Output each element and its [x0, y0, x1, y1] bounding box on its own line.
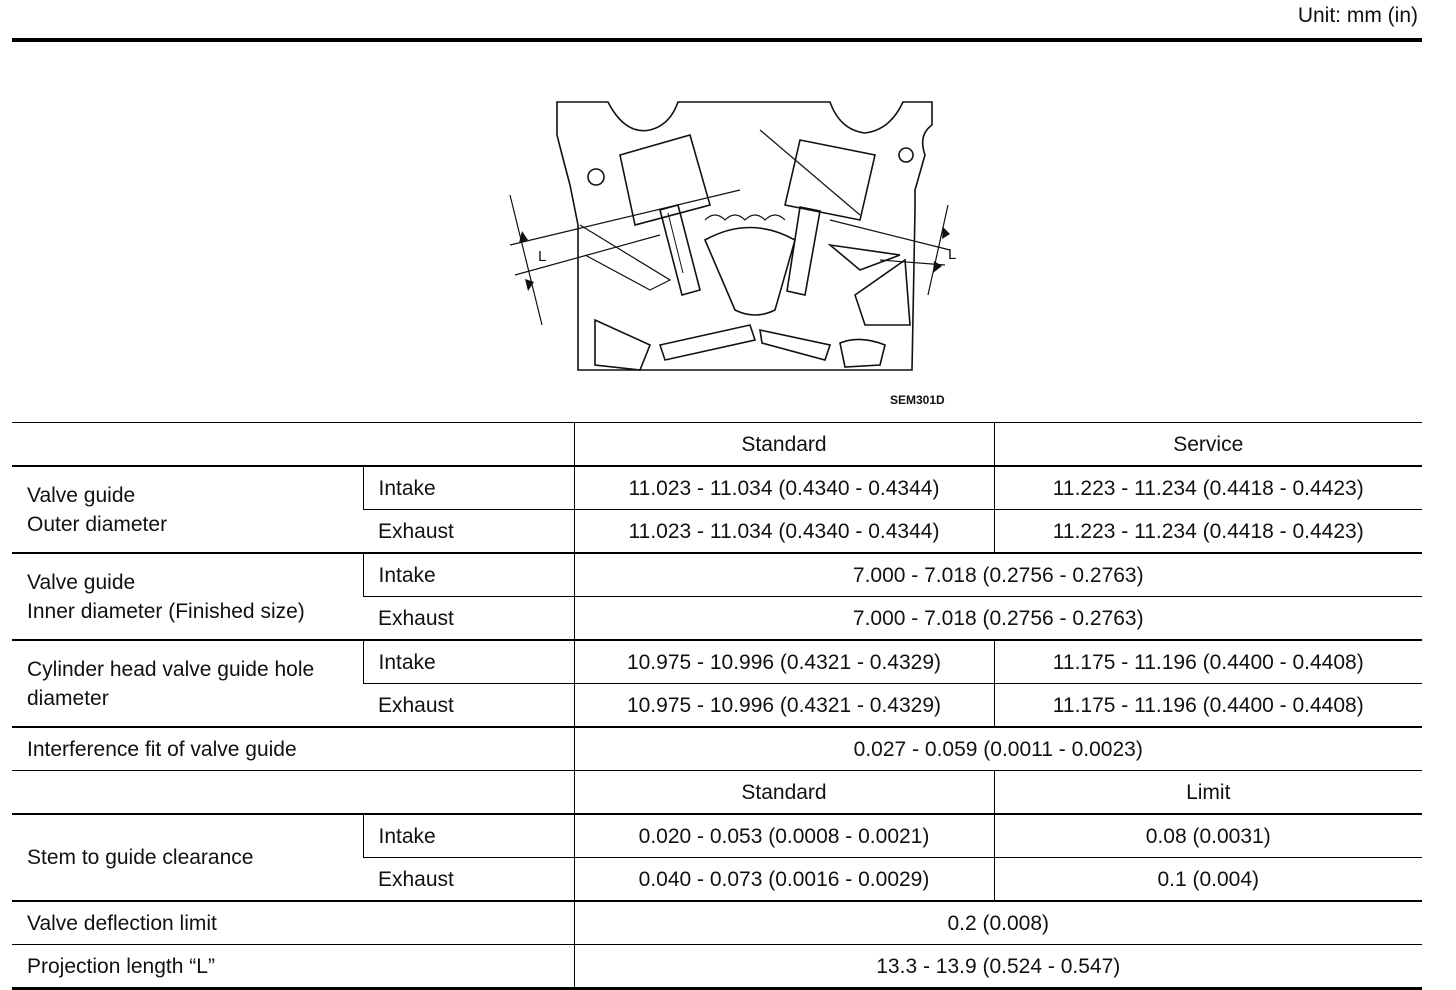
- table-row: [12, 945, 1422, 989]
- header-service: Service: [994, 423, 1422, 467]
- row-label-inner-diameter: Valve guide Inner diameter (Finished size): [12, 553, 363, 640]
- sub-label-exhaust: Exhaust: [363, 510, 574, 554]
- cell-standard: 0.040 - 0.073 (0.0016 - 0.0029): [574, 858, 994, 902]
- header-standard: Standard: [574, 771, 994, 815]
- cell-value: 7.000 - 7.018 (0.2756 - 0.2763): [574, 553, 1422, 597]
- cell-service: 11.223 - 11.234 (0.4418 - 0.4423): [994, 510, 1422, 554]
- sub-label-intake: Intake: [363, 640, 574, 684]
- cell-value: 0.027 - 0.059 (0.0011 - 0.0023): [574, 727, 1422, 771]
- cell-service: 11.175 - 11.196 (0.4400 - 0.4408): [994, 684, 1422, 728]
- table-row: [12, 814, 1422, 858]
- unit-label: Unit: mm (in): [1297, 4, 1418, 27]
- table-row: [12, 553, 1422, 597]
- dimension-l-right: L: [948, 246, 957, 263]
- cell-standard: 10.975 - 10.996 (0.4321 - 0.4329): [574, 684, 994, 728]
- row-label-outer-diameter: Valve guide Outer diameter: [12, 466, 363, 553]
- cylinder-head-diagram: [500, 95, 970, 385]
- valve-guide-spec-table: [12, 422, 1422, 990]
- row-label-deflection-limit: Valve deflection limit: [12, 901, 574, 945]
- table-row: [12, 901, 1422, 945]
- row-label-hole-diameter: Cylinder head valve guide hole diameter: [12, 640, 363, 727]
- header-standard: Standard: [574, 423, 994, 467]
- header-limit: Limit: [994, 771, 1422, 815]
- cell-value: 0.2 (0.008): [574, 901, 1422, 945]
- table-row: [12, 640, 1422, 684]
- header-blank: [12, 771, 574, 815]
- table-row: [12, 727, 1422, 771]
- cell-value: 7.000 - 7.018 (0.2756 - 0.2763): [574, 597, 1422, 641]
- cell-standard: 0.020 - 0.053 (0.0008 - 0.0021): [574, 814, 994, 858]
- header-blank: [12, 423, 574, 467]
- cell-standard: 10.975 - 10.996 (0.4321 - 0.4329): [574, 640, 994, 684]
- sub-label-intake: Intake: [363, 814, 574, 858]
- cell-value: 13.3 - 13.9 (0.524 - 0.547): [574, 945, 1422, 989]
- sub-label-exhaust: Exhaust: [363, 858, 574, 902]
- cell-limit: 0.08 (0.0031): [994, 814, 1422, 858]
- row-label-stem-clearance: Stem to guide clearance: [12, 814, 363, 901]
- sub-label-exhaust: Exhaust: [363, 684, 574, 728]
- cell-standard: 11.023 - 11.034 (0.4340 - 0.4344): [574, 466, 994, 510]
- header-row-2: [12, 771, 1422, 815]
- header-rule: [12, 38, 1422, 42]
- sub-label-intake: Intake: [363, 466, 574, 510]
- dimension-l-left: L: [538, 248, 547, 265]
- sub-label-intake: Intake: [363, 553, 574, 597]
- row-label-interference-fit: Interference fit of valve guide: [12, 727, 574, 771]
- cell-service: 11.175 - 11.196 (0.4400 - 0.4408): [994, 640, 1422, 684]
- row-label-projection-length: Projection length “L”: [12, 945, 574, 989]
- figure-code: SEM301D: [890, 393, 945, 407]
- header-row: [12, 423, 1422, 467]
- cell-service: 11.223 - 11.234 (0.4418 - 0.4423): [994, 466, 1422, 510]
- sub-label-exhaust: Exhaust: [363, 597, 574, 641]
- cell-limit: 0.1 (0.004): [994, 858, 1422, 902]
- table-row: [12, 466, 1422, 510]
- cell-standard: 11.023 - 11.034 (0.4340 - 0.4344): [574, 510, 994, 554]
